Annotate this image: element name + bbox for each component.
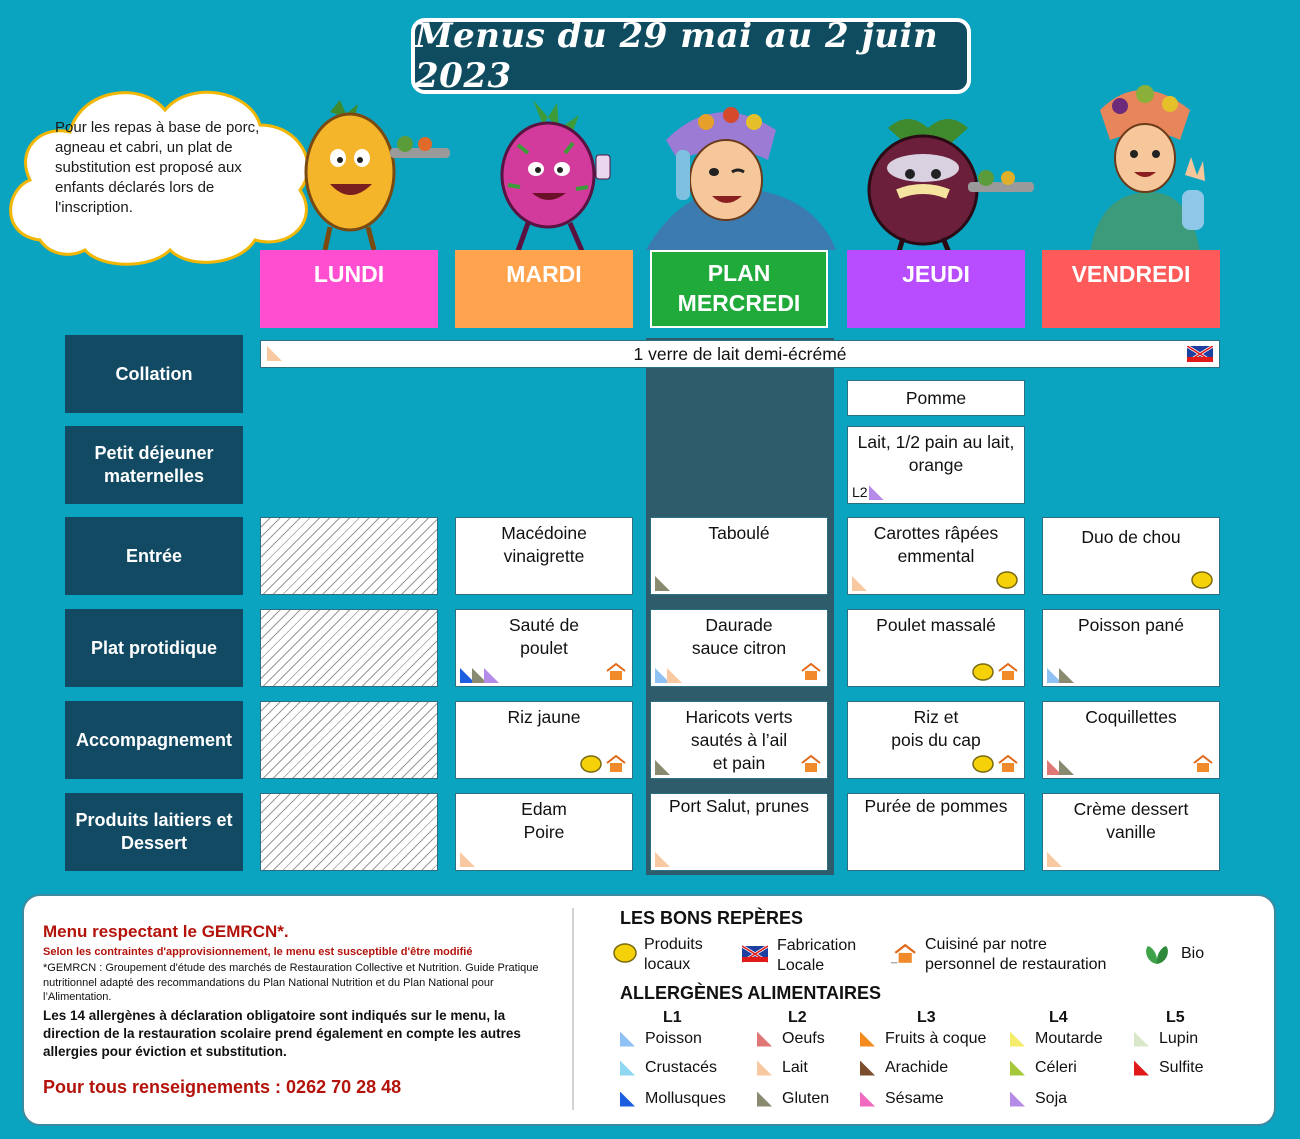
vendredi-entree-cell: [1042, 517, 1220, 595]
supply-note: Selon les contraintes d'approvisionnement, le menu est susceptible d'être modifié: [43, 946, 473, 958]
produit-local-icon: [971, 754, 995, 774]
allergens-title: ALLERGÈNES ALIMENTAIRES: [620, 983, 882, 1003]
jeudi-entree-text: Carottes râpées emmental: [873, 523, 999, 566]
cuisine-maison-icon: [800, 662, 822, 682]
allergen-gluten-icon: [1059, 668, 1074, 683]
allergen-label: Fruits à coque: [885, 1030, 987, 1047]
produit-local-icon: [995, 570, 1019, 590]
day-header-mercredi: PLAN MERCREDI: [650, 250, 828, 328]
fabrication-locale-icon: [1187, 346, 1213, 362]
contact-info: Pour tous renseignements : 0262 70 28 48: [43, 1077, 402, 1097]
jeudi-plat-text: Poulet massalé: [876, 615, 996, 635]
row-label-accompagnement: Accompagnement: [65, 701, 243, 779]
allergen-mollusques-icon: [620, 1092, 635, 1107]
lundi-accompagnement-hatched: [260, 701, 438, 779]
produit-local-icon: [612, 942, 638, 964]
maternelle-breakfast-cell: [847, 426, 1025, 504]
fabrication-locale-icon: [742, 945, 768, 963]
allergen-label: Mollusques: [645, 1090, 726, 1107]
allergen-celeri: [1010, 1058, 1077, 1078]
cuisine-maison-icon: [890, 943, 916, 965]
allergen-gluten-icon: [1059, 760, 1074, 775]
allergen-sulfite: [1134, 1058, 1203, 1078]
allergen-sulfite-icon: [1134, 1061, 1149, 1076]
allergen-crustaces: [620, 1058, 717, 1078]
legend-cuisine: Cuisiné par notre personnel de restauration: [925, 936, 1107, 973]
mardi-entree-cell: [455, 517, 633, 595]
allergen-group-code: L4: [1049, 1009, 1068, 1026]
allergen-group-code: L3: [917, 1009, 936, 1026]
mercredi-plat-cell: [650, 609, 828, 687]
mardi-entree-text: Macédoine vinaigrette: [501, 523, 587, 566]
allergen-label: Arachide: [885, 1059, 949, 1076]
vendredi-dessert-text: Crème dessert vanille: [1073, 799, 1189, 842]
allergen-label: Gluten: [782, 1090, 830, 1107]
produit-local-icon: [971, 662, 995, 682]
gemrcn-definition: *GEMRCN : Groupement d'étude des marchés de Restauration Collective et Nutrition. Guide Pratique nutritionnel adapté des recommandations du Plan National Nutrition et du Plan National pour l’Alimentation.: [43, 962, 539, 1003]
day-header-lundi: LUNDI: [260, 250, 438, 328]
dragonfruit-mascot-icon: [478, 95, 628, 253]
jeudi-entree-cell: [847, 517, 1025, 595]
allergen-sesame-icon: [860, 1092, 875, 1107]
allergen-label: Sulfite: [1159, 1059, 1204, 1076]
bio-leaf-icon: [1142, 942, 1172, 966]
allergen-code: L2: [852, 484, 868, 500]
allergen-gluten-icon: [757, 1092, 772, 1107]
legend-local: Produits locaux: [644, 936, 703, 973]
legend-title: LES BONS REPÈRES: [620, 908, 804, 928]
mercredi-dessert-text: Port Salut, prunes: [668, 796, 810, 816]
legend-bio: Bio: [1181, 945, 1205, 962]
mercredi-entree-cell: [650, 517, 828, 595]
mardi-plat-text: Sauté de poulet: [508, 615, 580, 658]
allergen-poisson-icon: [620, 1032, 635, 1047]
produit-local-icon: [579, 754, 603, 774]
row-label-entree: Entrée: [65, 517, 243, 595]
allergen-lait-icon: [655, 852, 670, 867]
allergen-lait-icon: [460, 852, 475, 867]
allergen-label: Crustacés: [645, 1059, 718, 1076]
day-header-jeudi: JEUDI: [847, 250, 1025, 328]
allergen-mollusques: [620, 1089, 726, 1109]
vendredi-accompagnement-text: Coquillettes: [1085, 707, 1177, 727]
allergen-moutarde-icon: [1010, 1032, 1025, 1047]
jeudi-accompagnement-cell: [847, 701, 1025, 779]
row-label-plat: Plat protidique: [65, 609, 243, 687]
allergen-lait-icon: [1047, 852, 1062, 867]
mardi-dessert-cell: [455, 793, 633, 871]
mercredi-accompagnement-text: Haricots verts sautés à l’ail et pain: [685, 707, 793, 773]
allergen-oeufs: [757, 1029, 825, 1049]
allergen-label: Céleri: [1035, 1059, 1077, 1076]
mercredi-plat-text: Daurade sauce citron: [691, 615, 787, 658]
allergen-soja-icon: [869, 485, 884, 500]
day-header-mardi: MARDI: [455, 250, 633, 328]
page-title: Menus du 29 mai au 2 juin 2023: [411, 18, 971, 94]
allergen-crustaces-icon: [620, 1061, 635, 1076]
mardi-accompagnement-cell: [455, 701, 633, 779]
mango-mascot-icon: [290, 92, 460, 252]
row-label-dessert: Produits laitiers et Dessert: [65, 793, 243, 871]
cuisine-maison-icon: [605, 754, 627, 774]
cuisine-maison-icon: [1192, 754, 1214, 774]
allergen-group-code: L5: [1166, 1009, 1185, 1026]
legend-fabrication: Fabrication Locale: [777, 937, 857, 974]
row-label-petit-dejeuner: Petit déjeuner maternelles: [65, 426, 243, 504]
collation-text: 1 verre de lait demi-écrémé: [633, 344, 847, 364]
allergen-arachide-icon: [860, 1061, 875, 1076]
allergen-label: Sésame: [885, 1090, 944, 1107]
allergen-lait: [757, 1058, 808, 1078]
allergen-label: Soja: [1035, 1090, 1068, 1107]
maternelle-fruit-cell: [847, 380, 1025, 416]
panel-divider: [572, 908, 574, 1110]
allergen-label: Lupin: [1159, 1030, 1199, 1047]
allergen-note: Les 14 allergènes à déclaration obligatoire sont indiqués sur le menu, la direction de la restauration scolaire prend également en compte les autres allergies pour éviction et substitution.: [43, 1008, 521, 1059]
vendredi-plat-cell: [1042, 609, 1220, 687]
mardi-plat-cell: [455, 609, 633, 687]
row-label-collation: Collation: [65, 335, 243, 413]
jeudi-plat-cell: [847, 609, 1025, 687]
allergen-fruits-coque-icon: [860, 1032, 875, 1047]
allergen-label: Lait: [782, 1059, 808, 1076]
jeudi-dessert-text: Purée de pommes: [864, 796, 1008, 816]
allergen-label: Oeufs: [782, 1030, 825, 1047]
mercredi-entree-text: Taboulé: [708, 523, 770, 543]
day-header-vendredi: VENDREDI: [1042, 250, 1220, 328]
allergen-lupin-icon: [1134, 1032, 1149, 1047]
mercredi-dessert-cell: [650, 793, 828, 871]
allergen-soja: [1010, 1089, 1067, 1109]
mercredi-accompagnement-cell: [650, 701, 828, 779]
cuisine-maison-icon: [605, 662, 627, 682]
allergen-sesame: [860, 1089, 944, 1109]
allergen-lait-icon: [757, 1061, 772, 1076]
mardi-accompagnement-text: Riz jaune: [507, 707, 581, 727]
cloud-note: Pour les repas à base de porc, agneau et cabri, un plat de substitution est proposé aux enfants déclarés lors de l'inscription.: [55, 119, 260, 216]
cuisine-maison-icon: [997, 662, 1019, 682]
allergen-arachide: [860, 1058, 948, 1078]
allergen-celeri-icon: [1010, 1061, 1025, 1076]
girl-mascot-icon: [1060, 80, 1220, 252]
maternelle-fruit-text: Pomme: [905, 388, 967, 408]
allergen-lait-icon: [852, 576, 867, 591]
allergen-moutarde: [1010, 1029, 1103, 1049]
collation-bar: [260, 340, 1220, 368]
lundi-plat-hatched: [260, 609, 438, 687]
allergen-lupin: [1134, 1029, 1198, 1049]
jeudi-dessert-cell: [847, 793, 1025, 871]
allergen-oeufs-icon: [757, 1032, 772, 1047]
allergen-lait-icon: [667, 668, 682, 683]
cuisine-maison-icon: [800, 754, 822, 774]
allergen-soja-icon: [484, 668, 499, 683]
allergen-group-code: L1: [663, 1009, 682, 1026]
mardi-dessert-text: Edam Poire: [521, 799, 567, 842]
mangosteen-mascot-icon: [848, 110, 1038, 255]
maternelle-breakfast-text: Lait, 1/2 pain au lait, orange: [857, 432, 1015, 475]
allergen-group-code: L2: [788, 1009, 807, 1026]
vendredi-accompagnement-cell: [1042, 701, 1220, 779]
produit-local-icon: [1190, 570, 1214, 590]
lundi-dessert-hatched: [260, 793, 438, 871]
allergen-soja-icon: [1010, 1092, 1025, 1107]
vendredi-entree-text: Duo de chou: [1081, 527, 1181, 547]
allergen-label: Moutarde: [1035, 1030, 1103, 1047]
jeudi-accompagnement-text: Riz et pois du cap: [891, 707, 981, 750]
cuisine-maison-icon: [997, 754, 1019, 774]
gemrcn-title: Menu respectant le GEMRCN*.: [43, 922, 289, 941]
hero-mascot-icon: [636, 100, 836, 250]
allergen-gluten-icon: [655, 576, 670, 591]
vendredi-plat-text: Poisson pané: [1077, 615, 1185, 635]
lundi-entree-hatched: [260, 517, 438, 595]
vendredi-dessert-cell: [1042, 793, 1220, 871]
allergen-fruits-coque: [860, 1029, 986, 1049]
allergen-gluten: [757, 1089, 829, 1109]
allergen-label: Poisson: [645, 1030, 702, 1047]
allergen-poisson: [620, 1029, 702, 1049]
